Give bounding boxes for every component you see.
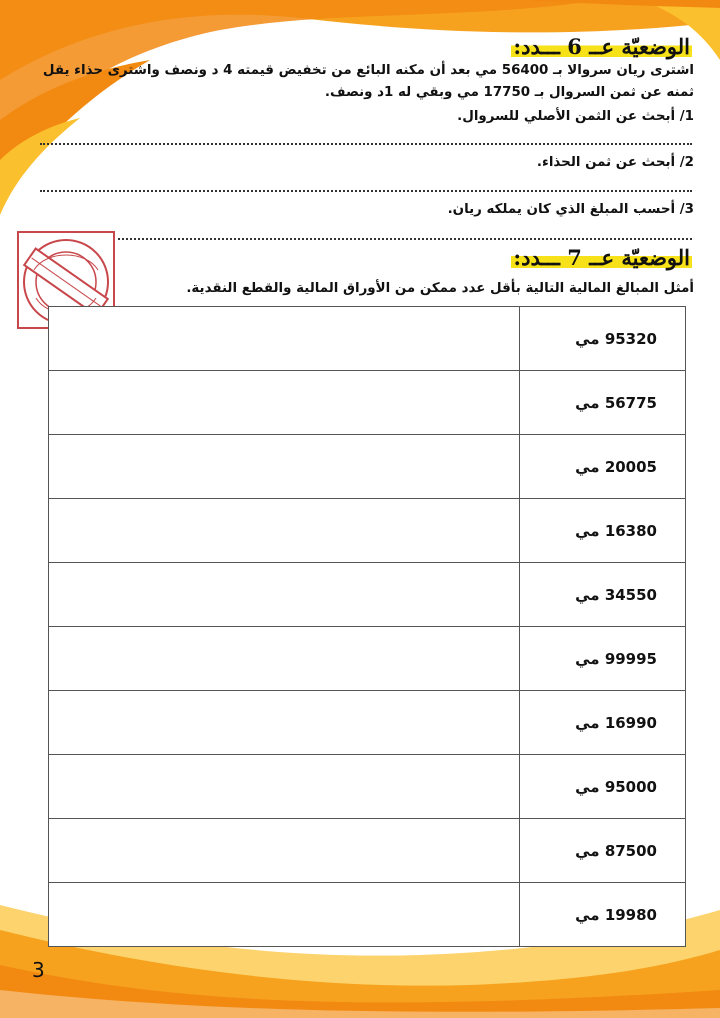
amount-cell: 95000 مي bbox=[520, 755, 686, 819]
situation-6-title-text: الوضعيّة عــ 6 ـــدد: bbox=[513, 34, 690, 59]
table-row bbox=[49, 819, 686, 883]
situation-7-instruction: أمثل المبالغ المالية التالية بأقل عدد ممكن من الأوراق المالية والقطع النقدية. bbox=[186, 281, 694, 296]
amount-cell: 99995 مي bbox=[520, 627, 686, 691]
answer-cell[interactable] bbox=[49, 755, 520, 819]
amounts-table bbox=[48, 306, 686, 947]
answer-cell[interactable] bbox=[49, 691, 520, 755]
page-number: 3 bbox=[32, 958, 45, 982]
answer-cell[interactable] bbox=[49, 435, 520, 499]
answer-line-3[interactable] bbox=[118, 238, 692, 240]
situation-6-line-1: اشترى ريان سروالا بـ 56400 مي بعد أن مكنه البائع من تخفيض قيمته 4 د ونصف واشترى حذاء يقل bbox=[42, 63, 694, 78]
amount-cell: 16990 مي bbox=[520, 691, 686, 755]
table-row bbox=[49, 755, 686, 819]
amount-cell: 56775 مي bbox=[520, 371, 686, 435]
table-row bbox=[49, 563, 686, 627]
amount-cell: 20005 مي bbox=[520, 435, 686, 499]
answer-cell[interactable] bbox=[49, 627, 520, 691]
answer-line-1[interactable] bbox=[40, 143, 692, 145]
answer-cell[interactable] bbox=[49, 819, 520, 883]
table-row bbox=[49, 371, 686, 435]
table-row bbox=[49, 627, 686, 691]
amount-cell: 95320 مي bbox=[520, 307, 686, 371]
table-row bbox=[49, 499, 686, 563]
answer-cell[interactable] bbox=[49, 563, 520, 627]
situation-6-title bbox=[511, 34, 692, 59]
table-row bbox=[49, 307, 686, 371]
answer-line-2[interactable] bbox=[40, 190, 692, 192]
situation-7-title bbox=[511, 245, 692, 270]
answer-cell[interactable] bbox=[49, 307, 520, 371]
table-row bbox=[49, 435, 686, 499]
amount-cell: 16380 مي bbox=[520, 499, 686, 563]
situation-6-line-2: ثمنه عن ثمن السروال بـ 17750 مي وبقي له 1د ونصف. bbox=[324, 85, 694, 100]
question-1: 1/ أبحث عن الثمن الأصلي للسروال. bbox=[457, 109, 694, 124]
amount-cell: 34550 مي bbox=[520, 563, 686, 627]
answer-cell[interactable] bbox=[49, 883, 520, 947]
table-row bbox=[49, 691, 686, 755]
amount-cell: 19980 مي bbox=[520, 883, 686, 947]
amount-cell: 87500 مي bbox=[520, 819, 686, 883]
situation-7-title-text: الوضعيّة عــ 7 ـــدد: bbox=[513, 245, 690, 270]
question-2: 2/ أبحث عن ثمن الحذاء. bbox=[536, 155, 694, 170]
answer-cell[interactable] bbox=[49, 499, 520, 563]
question-3: 3/ أحسب المبلغ الذي كان يملكه ريان. bbox=[447, 202, 694, 217]
answer-cell[interactable] bbox=[49, 371, 520, 435]
table-row bbox=[49, 883, 686, 947]
